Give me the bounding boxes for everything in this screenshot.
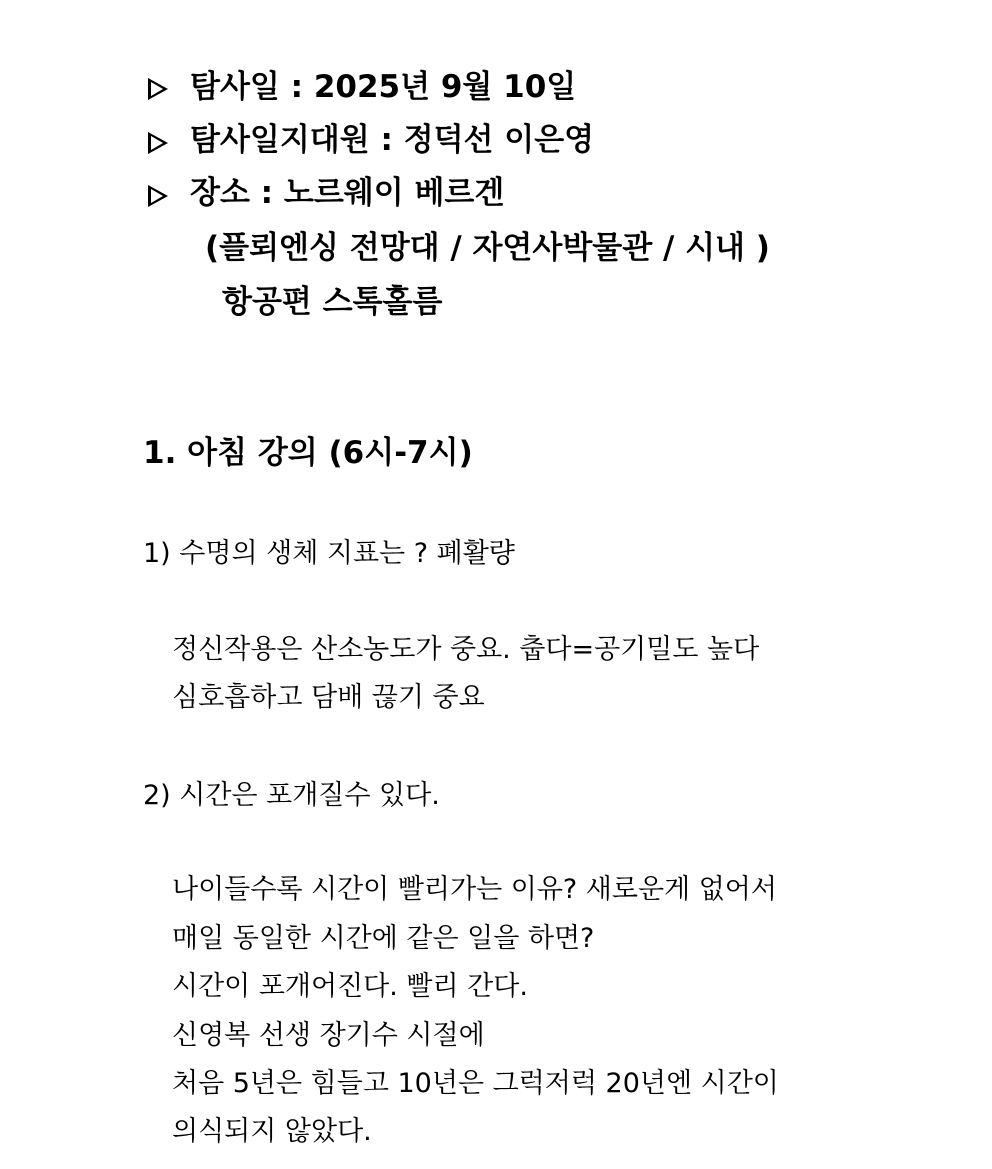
- item-1-line-1: 정신작용은 산소농도가 중요. 춥다=공기밀도 높다: [172, 634, 760, 665]
- item-1-line-2: 심호흡하고 담배 끊기 중요: [172, 682, 485, 713]
- place-detail: (플뢰엔싱 전망대 / 자연사박물관 / 시내 ): [205, 230, 770, 266]
- item-1-heading: 1) 수명의 생체 지표는 ? 폐활량: [143, 538, 515, 569]
- exploration-place: 장소 : 노르웨이 베르겐: [190, 175, 505, 211]
- section-title: 1. 아침 강의 (6시-7시): [143, 435, 473, 471]
- item-2-line-3: 시간이 포개어진다. 빨리 간다.: [172, 971, 528, 1002]
- exploration-members: 탐사일지대원 : 정덕선 이은영: [190, 122, 595, 158]
- item-2-line-4: 신영복 선생 장기수 시절에: [172, 1020, 485, 1051]
- item-2-heading: 2) 시간은 포개질수 있다.: [143, 780, 440, 811]
- triangle-bullet-icon: [148, 185, 168, 207]
- exploration-date: 탐사일 : 2025년 9월 10일: [190, 69, 577, 105]
- flight-info: 항공편 스톡홀름: [222, 284, 443, 320]
- triangle-bullet-icon: [148, 132, 168, 154]
- item-2-line-2: 매일 동일한 시간에 같은 일을 하면?: [172, 923, 595, 954]
- item-2-line-5: 처음 5년은 힘들고 10년은 그럭저럭 20년엔 시간이: [172, 1068, 779, 1099]
- triangle-bullet-icon: [148, 78, 168, 100]
- item-2-line-1: 나이들수록 시간이 빨리가는 이유? 새로운게 없어서: [172, 874, 777, 905]
- item-2-line-6: 의식되지 않았다.: [172, 1116, 372, 1147]
